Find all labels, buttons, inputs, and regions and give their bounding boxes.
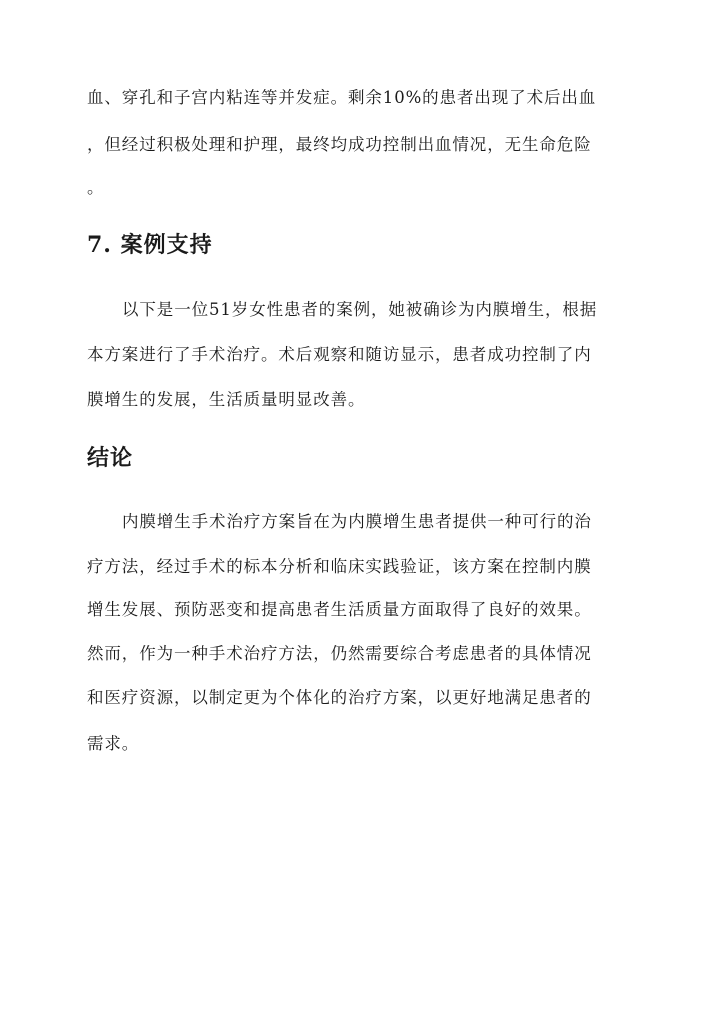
paragraph-line: 内膜增生手术治疗方案旨在为内膜增生患者提供一种可行的治 xyxy=(122,512,592,531)
paragraph-line: 增生发展、预防恶变和提高患者生活质量方面取得了良好的效果。 xyxy=(87,600,592,619)
section-heading: 7. 案例支持 xyxy=(87,232,213,258)
paragraph-line: 本方案进行了手术治疗。术后观察和随访显示，患者成功控制了内 xyxy=(87,345,592,364)
paragraph-line: 和医疗资源，以制定更为个体化的治疗方案，以更好地满足患者的 xyxy=(87,688,592,707)
paragraph-line: 疗方法，经过手术的标本分析和临床实践验证，该方案在控制内膜 xyxy=(87,557,592,576)
conclusion-heading: 结论 xyxy=(87,445,134,471)
paragraph-line: 血、穿孔和子宫内粘连等并发症。剩余10%的患者出现了术后出血 xyxy=(87,88,597,107)
paragraph-line: 然而，作为一种手术治疗方法，仍然需要综合考虑患者的具体情况 xyxy=(87,644,592,663)
paragraph-line: 以下是一位51岁女性患者的案例，她被确诊为内膜增生，根据 xyxy=(122,300,598,319)
paragraph-line: ，但经过积极处理和护理，最终均成功控制出血情况，无生命危险 xyxy=(87,135,592,154)
paragraph-line: 。 xyxy=(87,178,105,197)
paragraph-line: 需求。 xyxy=(87,734,140,753)
paragraph-line: 膜增生的发展，生活质量明显改善。 xyxy=(87,390,366,409)
